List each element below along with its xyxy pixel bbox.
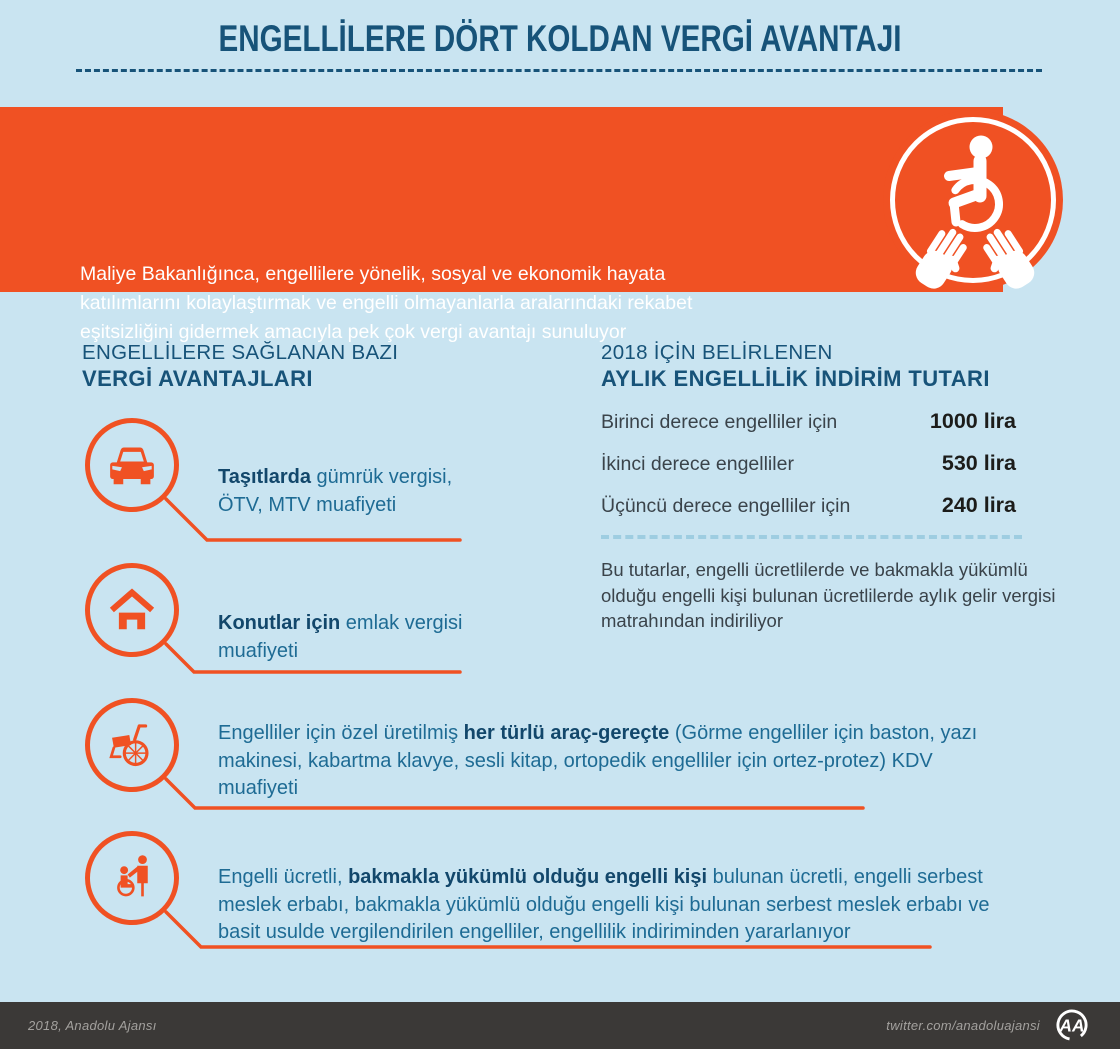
rate-label: İkinci derece engelliler — [601, 453, 794, 475]
home-glyph — [104, 582, 160, 638]
rate-row — [601, 409, 1016, 434]
item-text-rest: bulunan ücretli, engelli serbest meslek erbabı, bakmakla yükümlü olduğu engelli kişi bulunan serbest meslek erbabı ve basit usulde vergilendirilen engelliler, engellilik indiriminden yararlanıyor — [218, 866, 990, 943]
hands-holding-wheelchair-icon — [883, 110, 1063, 290]
item-text-bold: Taşıtlarda — [218, 466, 311, 488]
car-icon — [85, 418, 179, 512]
item-text-rest: emlak vergisi muafiyeti — [218, 612, 463, 662]
rate-value: 240 lira — [941, 493, 1016, 517]
footer-credit: 2018, Anadolu Ajansı — [28, 1018, 157, 1033]
right-heading-line1: 2018 İÇİN BELİRLENEN — [601, 341, 833, 364]
caregiver-icon — [85, 831, 179, 925]
title-dashed-divider — [76, 69, 1042, 72]
left-heading-line2: VERGİ AVANTAJLARI — [82, 366, 313, 391]
aa-logo — [1052, 1006, 1092, 1046]
item-text-equipment — [218, 720, 1013, 803]
rate-label: Üçüncü derece engelliler için — [601, 495, 851, 517]
item-text-bold: bakmakla yükümlü olduğu engelli kişi — [348, 866, 708, 888]
intro-text — [80, 260, 692, 347]
left-heading-line1: ENGELLİLERE SAĞLANAN BAZI — [82, 341, 399, 364]
item-text-housing — [218, 610, 476, 665]
left-section-heading — [82, 340, 398, 392]
item-text-rest: gümrük vergisi, ÖTV, MTV muafiyeti — [218, 466, 453, 516]
home-icon — [85, 563, 179, 657]
rates-note: Bu tutarlar, engelli ücretlilerde ve bakmakla yükümlü olduğu engelli kişi bulunan ücretlilerde aylık gelir vergisi matrahından indiriliyor — [601, 559, 1056, 631]
aa-logo-text: AA — [1059, 1014, 1085, 1035]
page-title: ENGELLİLERE DÖRT KOLDAN VERGİ AVANTAJI — [218, 18, 902, 59]
footer-right-group — [886, 1006, 1092, 1046]
intro-banner — [0, 107, 1003, 343]
item-text-rest: (Görme engelliler için baston, yazı makinesi, kabartma klavye, sesli kitap, ortopedik engelliler için ortez-protez) KDV muafiyeti — [218, 722, 978, 799]
rate-row — [601, 493, 1016, 518]
right-heading-line2: AYLIK ENGELLİLİK İNDİRİM TUTARI — [601, 366, 990, 391]
item-text-income — [218, 864, 1013, 947]
rate-label: Birinci derece engelliler için — [601, 411, 838, 433]
item-text-pre: Engelliler için özel üretilmiş — [218, 722, 464, 744]
hands-holding-wheelchair-glyph — [883, 110, 1063, 290]
rate-row — [601, 451, 1016, 476]
rate-value: 530 lira — [941, 451, 1016, 475]
rates-dashed-divider — [601, 535, 1022, 539]
item-text-vehicles — [218, 464, 476, 519]
right-section-heading — [601, 340, 990, 392]
caregiver-glyph — [104, 850, 160, 906]
item-text-bold: Konutlar için — [218, 612, 341, 634]
deduction-rates-table — [601, 409, 1016, 535]
intro-text-line: katılımlarını kolaylaştırmak ve engelli olmayanlarla aralarındaki rekabet — [80, 292, 693, 314]
footer-bar — [0, 1002, 1120, 1049]
item-text-bold: her türlü araç-gereçte — [463, 722, 670, 744]
intro-text-line: eşitsizliğini gidermek amacıyla pek çok vergi avantajı sunuluyor — [80, 321, 627, 343]
footer-twitter-handle: twitter.com/anadoluajansi — [886, 1018, 1040, 1033]
item-text-pre: Engelli ücretli, — [218, 866, 349, 888]
wheelchair-glyph — [103, 716, 161, 774]
wheelchair-icon — [85, 698, 179, 792]
intro-text-line: Maliye Bakanlığınca, engellilere yönelik, sosyal ve ekonomik hayata — [80, 263, 666, 285]
rate-value: 1000 lira — [929, 409, 1016, 433]
car-glyph — [104, 437, 160, 493]
